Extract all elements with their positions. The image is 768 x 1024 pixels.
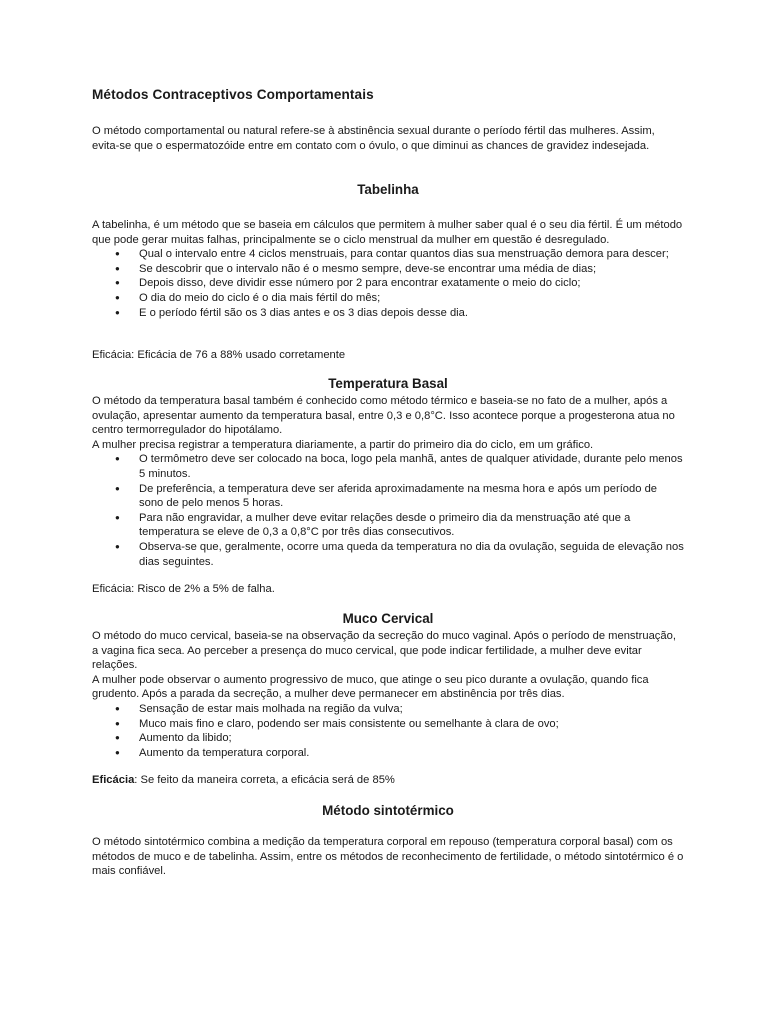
temperatura-section	[92, 394, 684, 569]
muco-heading: Muco Cervical	[342, 611, 434, 626]
list-item: ● Depois disso, deve dividir esse número por 2 para encontrar exatamente o meio do ciclo;	[92, 276, 684, 291]
temperatura-paragraph: O método da temperatura basal também é conhecido como método térmico e baseia-se no fato de a mulher, após a ovulação, apresentar aumento da temperatura basal, entre 0,3 e 0,8°C. Isso acontece porque a progesterona atua no centro termorregulador do hipotálamo.	[92, 395, 675, 437]
list-item: ● Aumento da libido;	[92, 731, 684, 746]
list-item: ● Sensação de estar mais molhada na região da vulva;	[92, 702, 684, 717]
sintotermico-paragraph: O método sintotérmico combina a medição da temperatura corporal em repouso (temperatura corporal basal) com os métodos de muco e de tabelinha. Assim, entre os métodos de reconhecimento de fertilidade, o método sintotérmico é o mais confiável.	[92, 836, 684, 878]
intro-paragraph: O método comportamental ou natural refere-se à abstinência sexual durante o período fértil das mulheres. Assim, evita-se que o espermatozóide entre em contato com o óvulo, o que diminui as chances de gravidez indesejada.	[92, 125, 655, 152]
muco-eficacia	[92, 773, 684, 788]
list-item: ● Qual o intervalo entre 4 ciclos menstruais, para contar quantos dias sua menstruação demora para descer;	[92, 247, 684, 262]
tabelinha-heading: Tabelinha	[357, 182, 419, 197]
list-item: ● De preferência, a temperatura deve ser aferida aproximadamente na mesma hora e após um período de sono de pelo menos 5 horas.	[92, 482, 684, 511]
muco-paragraph: O método do muco cervical, baseia-se na observação da secreção do muco vaginal. Após o período de menstruação, a vagina fica seca. Ao perceber a presença do muco cervical, que pode indicar fertilidade, a mulher deve evitar relações.	[92, 630, 676, 672]
tabelinha-list	[92, 247, 684, 320]
document-title: Métodos Contraceptivos Comportamentais	[92, 87, 374, 102]
muco-paragraph-2: A mulher pode observar o aumento progressivo de muco, que atinge o seu pico durante a ovulação, quando fica grudento. Após a parada da secreção, a mulher deve permanecer em abstinência por três dias.	[92, 673, 649, 701]
list-item: ● Para não engravidar, a mulher deve evitar relações desde o primeiro dia da menstruação até que a temperatura se eleve de 0,3 a 0,8°C por três dias consecutivos.	[92, 511, 684, 540]
tabelinha-section	[92, 218, 684, 320]
eficacia-label: Eficácia	[92, 774, 135, 786]
list-item: ● O termômetro deve ser colocado na boca, logo pela manhã, antes de qualquer atividade, durante pelo menos 5 minutos.	[92, 452, 684, 481]
list-item: ● Aumento da temperatura corporal.	[92, 746, 684, 761]
list-item: ● O dia do meio do ciclo é o dia mais fértil do mês;	[92, 291, 684, 306]
muco-section	[92, 629, 684, 760]
temperatura-list	[92, 452, 684, 569]
temperatura-heading: Temperatura Basal	[328, 376, 448, 391]
list-item: ● Observa-se que, geralmente, ocorre uma queda da temperatura no dia da ovulação, seguida de elevação nos dias seguintes.	[92, 540, 684, 569]
tabelinha-paragraph: A tabelinha, é um método que se baseia em cálculos que permitem à mulher saber qual é o seu dia fértil. É um método que pode gerar muitas falhas, principalmente se o ciclo menstrual da mulher em questão é desregulado.	[92, 219, 683, 246]
temperatura-eficacia: Eficácia: Risco de 2% a 5% de falha.	[92, 583, 275, 595]
eficacia-text: : Se feito da maneira correta, a eficácia será de 85%	[134, 774, 395, 786]
list-item: ● Se descobrir que o intervalo não é o mesmo sempre, deve-se encontrar uma média de dias;	[92, 262, 684, 277]
temperatura-paragraph-2: A mulher precisa registrar a temperatura diariamente, a partir do primeiro dia do ciclo, em um gráfico.	[92, 438, 594, 451]
tabelinha-eficacia: Eficácia: Eficácia de 76 a 88% usado corretamente	[92, 349, 346, 361]
list-item: ● E o período fértil são os 3 dias antes e os 3 dias depois desse dia.	[92, 306, 684, 321]
sintotermico-heading: Método sintotérmico	[322, 803, 454, 818]
list-item: ● Muco mais fino e claro, podendo ser mais consistente ou semelhante à clara de ovo;	[92, 717, 684, 732]
muco-list	[92, 702, 684, 760]
